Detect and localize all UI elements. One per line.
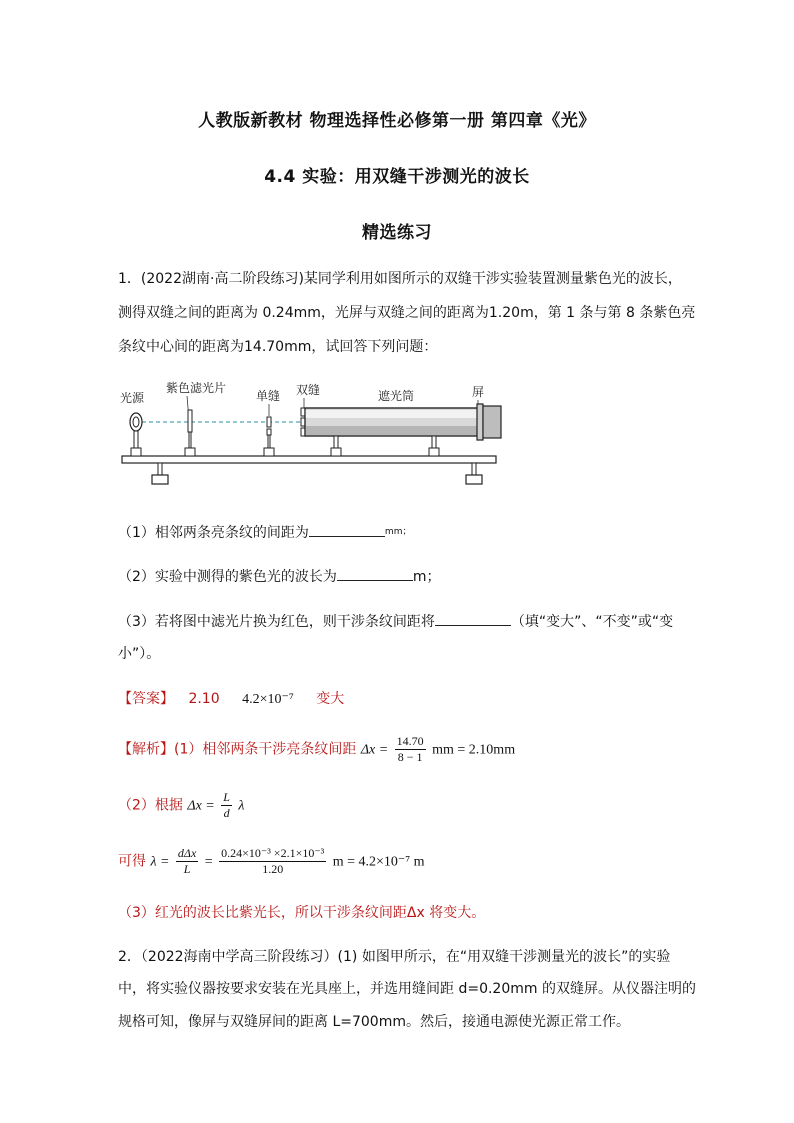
analysis-3-fraction-2: $\frac{\text{0.24×10⁻³ ×2.1×10⁻³}}{1.20}$ (221, 846, 325, 876)
analysis-3-fraction-1: $\frac{\text{dΔx}}{L}$ (177, 846, 197, 876)
q1-analysis-2 (118, 790, 244, 821)
q1-sub2 (118, 566, 441, 586)
analysis-2-rhs: λ (238, 798, 245, 814)
q1-line-2: 测得双缝之间的距离为 0.24mm，光屏与双缝之间的距离为1.20m，第 1 条与第 8 条紫色亮 (118, 305, 696, 321)
q1-sub3-text: （3）若将图中滤光片换为红色，则干涉条纹间距将 (118, 614, 435, 630)
analysis-label: 【解析】 (118, 741, 174, 758)
analysis-2-text: （2）根据 (118, 797, 183, 814)
answer-3: 变大 (316, 691, 345, 707)
analysis-1-rhs: mm = 2.10mm (432, 742, 516, 758)
analysis-3-lhs: λ = (150, 854, 170, 870)
q1-sub3 (118, 611, 673, 631)
answer-1: 2.10 (188, 691, 220, 707)
analysis-3-text: 可得 (118, 853, 146, 870)
q1-sub1 (118, 522, 411, 542)
document-title: 人教版新教材 物理选择性必修第一册 第四章《光》 (198, 111, 596, 131)
analysis-2-fraction: $\frac{L}{d}$ (223, 790, 230, 820)
section-heading: 精选练习 (362, 223, 432, 243)
q1-sub3-blank[interactable] (435, 611, 511, 626)
label-screen: 屏 (472, 385, 485, 399)
q1-analysis-3: 可得 λ = $\frac{\text{dΔx}}{L}$ = $\frac{\text{0.24×10⁻³ ×2.1×10⁻³}}{1.20}$ m = 4.2×10⁻⁷ m (118, 846, 425, 876)
analysis-1-fraction: $\frac{14.70}{8 - 1}$ (396, 734, 424, 764)
analysis-2-lhs: Δx = (187, 798, 215, 814)
q1-sub2-unit: m； (412, 569, 441, 585)
q1-sub1-blank[interactable] (309, 522, 385, 537)
analysis-1-text: (1）相邻两条干涉亮条纹间距 (174, 741, 357, 758)
q1-sub2-text: （2）实验中测得的紫色光的波长为 (118, 569, 337, 585)
label-light-source: 光源 (120, 391, 145, 405)
answer-label: 【答案】 (118, 691, 174, 707)
q1-line-3: 条纹中心间的距离为14.70mm，试回答下列问题： (118, 339, 438, 355)
q1-sub1-text: （1）相邻两条亮条纹的间距为 (118, 525, 309, 541)
label-single-slit: 单缝 (256, 389, 281, 403)
q1-sub3-tail: （填“变大”、“不变”或“变 (510, 614, 674, 630)
q2-line-3: 规格可知，像屏与双缝屏间的距离 L=700mm。然后，接通电源使光源正常工作。 (118, 1014, 630, 1030)
label-double-slit: 双缝 (296, 383, 321, 397)
q1-answer (118, 688, 344, 708)
q1-line-1: 1．(2022湖南·高二阶段练习)某同学利用如图所示的双缝干涉实验装置测量紫色光的波长， (118, 271, 682, 287)
document-subtitle: 4.4 实验：用双缝干涉测光的波长 (264, 167, 530, 187)
q1-analysis-1 (118, 734, 515, 765)
label-tube: 遮光筒 (378, 389, 415, 403)
q1-sub3-cont: 小”）。 (118, 646, 161, 662)
analysis-1-lhs: Δx = (360, 742, 389, 758)
q1-sub1-unit: mm； (384, 527, 412, 537)
q1-sub2-blank[interactable] (337, 566, 413, 581)
label-filter: 紫色滤光片 (166, 381, 227, 395)
analysis-3-rhs: m = 4.2×10⁻⁷ m (332, 854, 425, 870)
double-slit-apparatus-diagram (114, 380, 504, 492)
q1-analysis-4: （3）红光的波长比紫光长，所以干涉条纹间距Δx 将变大。 (118, 905, 486, 921)
q2-line-2: 中，将实验仪器按要求安装在光具座上，并选用缝间距 d=0.20mm 的双缝屏。从仪器注明的 (118, 981, 696, 997)
q2-line-1: 2．（2022海南中学高三阶段练习）(1) 如图甲所示，在“用双缝干涉测量光的波长”的实验 (118, 949, 671, 965)
answer-2: 4.2×10⁻⁷ (242, 692, 294, 707)
